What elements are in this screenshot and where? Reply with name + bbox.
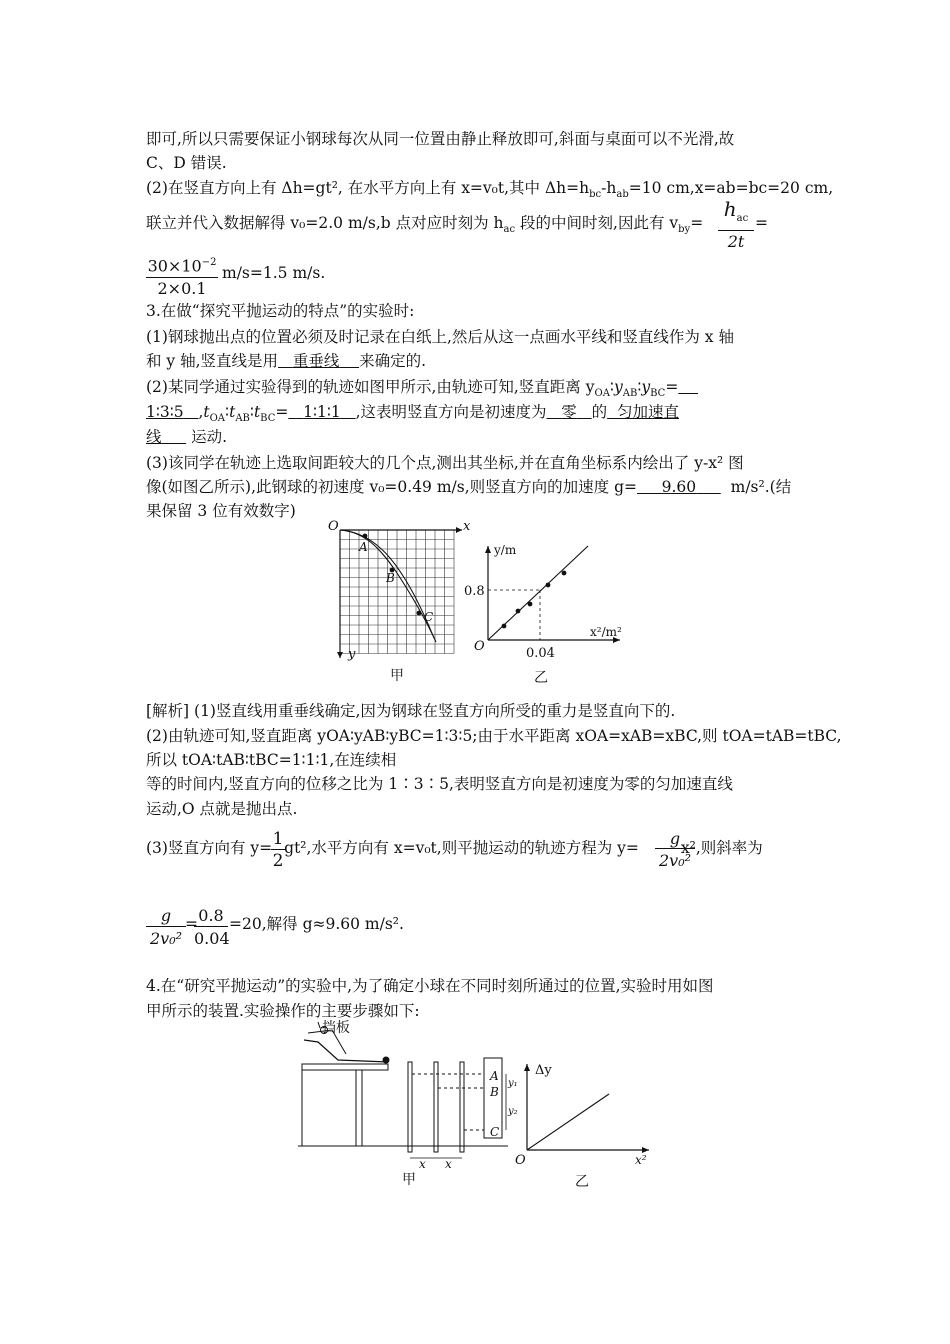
equals-sign-2: = <box>185 915 198 933</box>
frac-num: h <box>723 197 737 221</box>
blank-text: 匀加速直 <box>616 403 679 421</box>
label-x: x <box>463 519 470 534</box>
table-top <box>302 1064 388 1070</box>
caption-jia: 甲 <box>390 668 404 684</box>
y-axis-label: Δy <box>535 1063 552 1078</box>
text-line-2: C、D 错误. <box>146 154 227 172</box>
blank-ratio-t <box>288 403 355 421</box>
board-3 <box>460 1062 464 1152</box>
frac-den: 2 <box>272 851 284 871</box>
blank-motion-a <box>607 403 679 421</box>
q3-part1-line2 <box>146 350 426 372</box>
label-b: B <box>386 571 395 585</box>
blank-text: 1∶1∶1 <box>303 403 341 421</box>
data-point <box>562 571 567 576</box>
analysis-line-4: 等的时间内,竖直方向的位移之比为 1∶3∶5,表明竖直方向是初速度为零的匀加速直线 <box>146 775 733 793</box>
label-o: O <box>328 519 339 534</box>
q3-part1-line1: (1)钢球抛出点的位置必须及时记录在白纸上,然后从这一点画水平线和竖直线作为 x 轴 <box>146 328 734 346</box>
seg: 和 y 轴,竖直线是用 <box>146 352 279 370</box>
fraction-g-over-2v0sq-2 <box>146 906 186 951</box>
analysis-line-2: (2)由轨迹可知,竖直距离 yOA∶yAB∶yBC=1∶3∶5;由于水平距离 xOA=xAB=xBC,则 tOA=tAB=tBC, <box>146 727 842 745</box>
seg: (2)某同学通过实验得到的轨迹如图甲所示,由轨迹可知,竖直距离 y <box>146 378 595 396</box>
caption-yi: 乙 <box>575 1174 589 1190</box>
frac-num: 1 <box>272 829 284 849</box>
equals-sign: = <box>755 214 768 232</box>
blank-motion-b <box>146 428 186 446</box>
blank-init-vel <box>547 403 592 421</box>
point-a <box>363 534 368 539</box>
q3-part2-line2: 1∶3∶5 $,t_{OA}∶t_{AB}∶t_{BC}=$ 1∶1∶1 ,这表明竖直方向是初速度为 零 的 匀加速直 <box>146 403 679 425</box>
figure-y-x2-graph <box>460 540 630 688</box>
label-b: B <box>490 1085 499 1099</box>
analysis-line-7: =20,解得 g≈9.60 m/s². <box>229 915 404 933</box>
seg: 联立并代入数据解得 v₀=2.0 m/s,b 点对应时刻为 h <box>146 214 504 232</box>
frac-num: g <box>160 906 172 925</box>
caption-yi: 乙 <box>534 670 548 686</box>
text-line-3: (2)在竖直方向上有 Δh=gt², 在水平方向上有 x=v₀t,其中 $\Delta h=h_{bc}-h_{ab}=10$ cm,x=ab=bc=20 cm, <box>146 179 834 201</box>
y-axis-label: y/m <box>494 543 517 557</box>
y-axis-arrow <box>485 546 491 553</box>
label-c: C <box>424 610 434 624</box>
data-point <box>528 602 533 607</box>
fit-line <box>527 1094 609 1150</box>
text-line-4: 联立并代入数据解得 v₀=2.0 m/s,b 点对应时刻为 $h_{ac}$ 段的中间时刻,因此有 $v_{by}=$ <box>146 214 704 236</box>
x-axis-label: x²/m² <box>590 625 622 639</box>
x-axis-arrow <box>456 527 462 533</box>
board-2 <box>434 1062 438 1152</box>
label-x2: x <box>445 1157 452 1171</box>
q3-part3-line2 <box>146 476 791 498</box>
seg: 的 <box>591 403 608 421</box>
text-line-5: m/s=1.5 m/s. <box>222 264 326 282</box>
fraction-g-over-2v0sq <box>655 830 695 873</box>
fraction-30-over-0.2 <box>146 252 218 300</box>
fraction-one-half <box>271 829 285 872</box>
ramp <box>304 1040 388 1062</box>
frac-den: 2t <box>718 230 754 253</box>
blank-text: 零 <box>561 403 577 421</box>
frac-num-sub: ac <box>736 213 749 224</box>
x-axis-label: x² <box>635 1153 647 1167</box>
seg: m/s².(结 <box>730 478 792 496</box>
q3-part2-line3 <box>146 426 227 448</box>
ball <box>383 1057 390 1064</box>
board-1 <box>408 1062 412 1152</box>
seg: ,这表明竖直方向是初速度为 <box>355 403 547 421</box>
label-o: O <box>515 1153 526 1168</box>
seg: x²,则斜率为 <box>680 839 763 857</box>
label-y: y <box>348 647 356 662</box>
seg: = <box>690 214 704 232</box>
figure-dy-x2-graph <box>515 1060 655 1200</box>
seg: 段的中间时刻,因此有 v <box>515 214 679 232</box>
seg: 来确定的. <box>359 352 426 370</box>
label-a: A <box>490 1069 499 1083</box>
label-o: O <box>474 639 485 654</box>
analysis-line-1: [解析] (1)竖直线用重垂线确定,因为钢球在竖直方向所受的重力是竖直向下的. <box>146 702 676 720</box>
caption-jia: 甲 <box>402 1172 416 1188</box>
figure-trajectory-grid <box>320 518 470 688</box>
frac-num: 30×10 <box>147 256 202 276</box>
fraction-0.8-over-0.04 <box>194 906 228 951</box>
q3-part3-line3: 果保留 3 位有效数字) <box>146 502 296 520</box>
seg: 运动. <box>191 428 228 446</box>
y-axis-arrow <box>524 1064 530 1071</box>
x-tick: 0.04 <box>526 646 555 661</box>
question-4-line-1: 4.在“研究平抛运动”的实验中,为了确定小球在不同时刻所通过的位置,实验时用如图 <box>146 977 714 995</box>
frac-den: 0.04 <box>194 926 228 951</box>
blank-ratio-y <box>146 403 198 421</box>
baffle-label: 挡板 <box>322 1020 350 1036</box>
data-point <box>516 609 521 614</box>
label-c: C <box>490 1125 500 1139</box>
analysis-line-3: 所以 tOA∶tAB∶tBC=1∶1∶1,在连续相 <box>146 751 397 769</box>
seg: =10 cm,x=ab=bc=20 cm, <box>628 179 834 197</box>
frac-den: 2v₀² <box>146 926 186 951</box>
label-y2: y₂ <box>508 1106 518 1117</box>
analysis-line-5: 运动,O 点就是抛出点. <box>146 800 298 818</box>
blank-g-value <box>637 478 721 496</box>
label-a: A <box>359 540 368 554</box>
y-tick: 0.8 <box>464 584 485 599</box>
data-point <box>502 624 507 629</box>
seg: (2)在竖直方向上有 Δh=gt², 在水平方向上有 x=v₀t,其中 Δh=h <box>146 179 590 197</box>
blank-text: 线 <box>146 428 162 446</box>
grid-lines <box>340 530 454 654</box>
frac-den: 2v₀² <box>655 848 695 873</box>
frac-exp: −2 <box>201 257 217 268</box>
question-4-line-2: 甲所示的装置.实验操作的主要步骤如下: <box>146 1002 420 1020</box>
seg: (3)竖直方向有 y= <box>146 839 273 857</box>
blank-plumb <box>278 352 359 370</box>
label-y1: y₁ <box>508 1078 518 1089</box>
seg: 像(如图乙所示),此钢球的初速度 v₀=0.49 m/s,则竖直方向的加速度 g= <box>146 478 637 496</box>
frac-num: 0.8 <box>198 906 224 925</box>
y-axis-arrow <box>337 652 343 658</box>
point-c <box>417 611 422 616</box>
label-x1: x <box>419 1157 426 1171</box>
q3-part2-line1: (2)某同学通过实验得到的轨迹如图甲所示,由轨迹可知,竖直距离 $y_{OA}∶y_{AB}∶y_{BC}=$ <box>146 378 679 400</box>
blank-text: 1∶3∶5 <box>146 403 184 421</box>
blank-text: 9.60 <box>661 478 697 496</box>
fraction-hac-2t <box>718 198 754 253</box>
blank-text: 重垂线 <box>292 352 340 370</box>
frac-den: 2×0.1 <box>146 277 218 300</box>
seg: -h <box>601 179 617 197</box>
question-3-title: 3.在做“探究平抛运动的特点”的实验时: <box>146 302 415 320</box>
baffle-pointer <box>318 1022 320 1028</box>
figure-apparatus <box>298 1018 528 1193</box>
q3-part3-line1: (3)该同学在轨迹上选取间距较大的几个点,测出其坐标,并在直角坐标系内绘出了 y-x² 图 <box>146 454 744 472</box>
data-point <box>546 583 551 588</box>
text-line-1: 即可,所以只需要保证小钢球每次从同一位置由静止释放即可,斜面与桌面可以不光滑,故 <box>146 130 735 148</box>
seg: gt²,水平方向有 x=v₀t,则平抛运动的轨迹方程为 y= <box>284 839 639 857</box>
frac-num: g <box>669 829 681 848</box>
